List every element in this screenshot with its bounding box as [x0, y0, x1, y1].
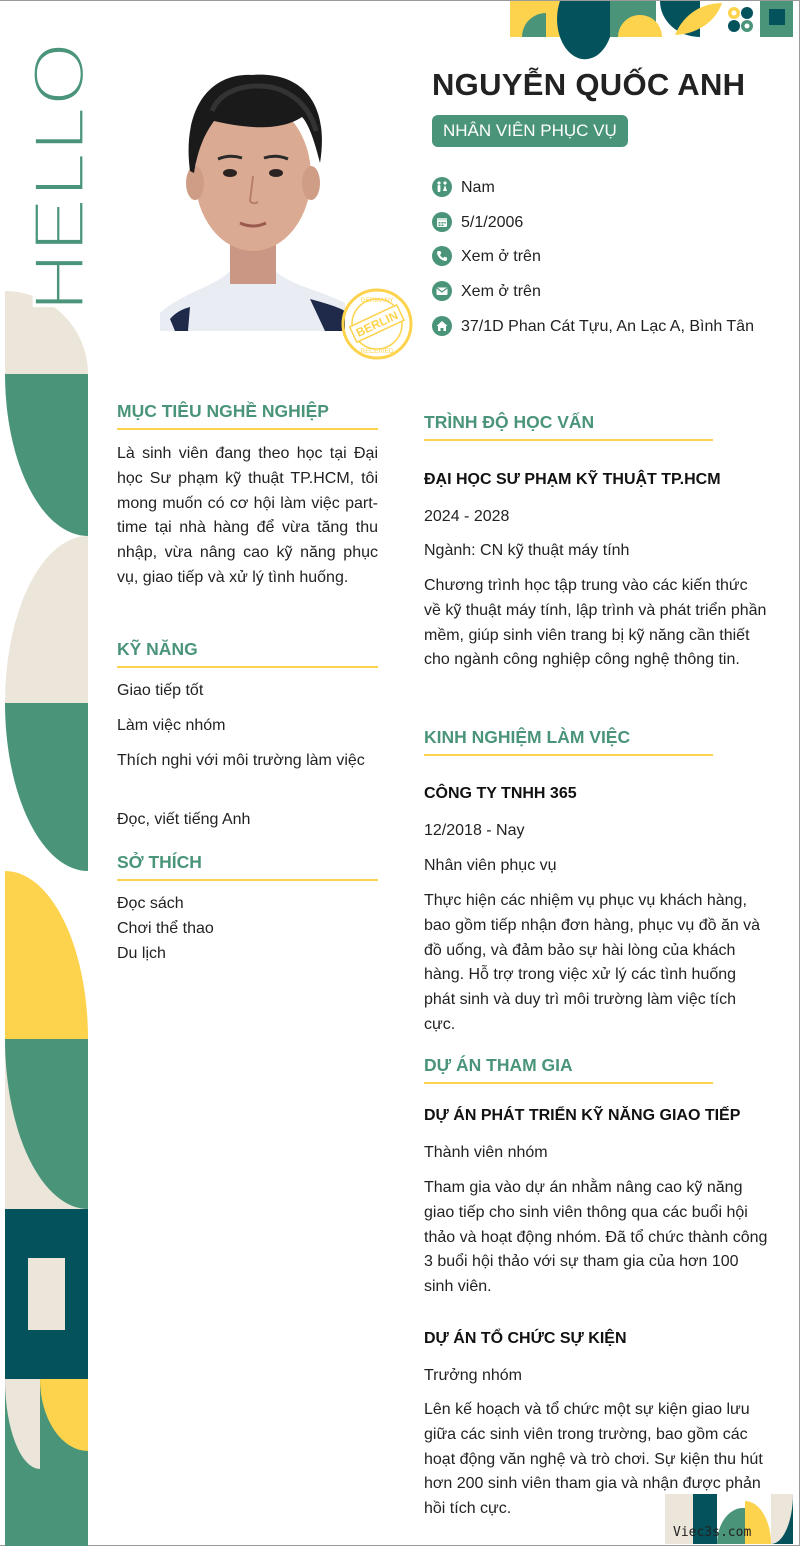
projects-heading: DỰ ÁN THAM GIA	[424, 1055, 713, 1084]
objective-heading: MỤC TIÊU NGHỀ NGHIỆP	[117, 401, 378, 430]
objective-text: Là sinh viên đang theo học tại Đại học Sư phạm kỹ thuật TP.HCM, tôi mong muốn có cơ hội làm việc part-time tại nhà hàng để vừa tăng thu nhập, vừa nâng cao kỹ năng phục vụ, giao tiếp và xử lý tình huống.	[117, 445, 378, 586]
phone-icon	[432, 246, 452, 266]
profile-photo	[160, 51, 345, 331]
project-role: Trưởng nhóm	[424, 1367, 522, 1384]
education-heading: TRÌNH ĐỘ HỌC VẤN	[424, 412, 713, 441]
berlin-stamp	[340, 287, 414, 361]
experience-description: Thực hiện các nhiệm vụ phục vụ khách hàng, bao gồm tiếp nhận đơn hàng, phục vụ đồ ăn và đồ uống, và đảm bảo sự hài lòng của khách hàng. Hỗ trợ trong việc xử lý các tình huống phát sinh và duy trì môi trường làm việc tích cực.	[424, 892, 761, 1033]
phone-value: Xem ở trên	[461, 248, 541, 265]
skills-heading: KỸ NĂNG	[117, 639, 378, 668]
hobby-item: Chơi thể thao	[117, 920, 214, 937]
education-school: ĐẠI HỌC SƯ PHẠM KỸ THUẬT TP.HCM	[424, 471, 721, 488]
calendar-icon	[432, 212, 452, 232]
skill-item: Giao tiếp tốt	[117, 682, 204, 699]
hobby-item: Đọc sách	[117, 895, 184, 912]
watermark: Viec3s.com	[673, 1525, 752, 1540]
svg-text:RECEIVED: RECEIVED	[360, 348, 394, 355]
svg-text:BERLIN: BERLIN	[353, 308, 401, 340]
skill-item: Làm việc nhóm	[117, 717, 226, 734]
project-role: Thành viên nhóm	[424, 1144, 548, 1161]
experience-heading: KINH NGHIỆM LÀM VIỆC	[424, 727, 713, 756]
job-title-badge: NHÂN VIÊN PHỤC VỤ	[432, 115, 628, 147]
hello-text	[8, 37, 100, 322]
address-value: 37/1D Phan Cát Tựu, An Lạc A, Bình Tân	[461, 318, 754, 335]
birthdate-value: 5/1/2006	[461, 214, 524, 231]
candidate-name: NGUYỄN QUỐC ANH	[432, 67, 746, 102]
project-description: Tham gia vào dự án nhằm nâng cao kỹ năng giao tiếp cho sinh viên thông qua các buổi hội thảo và hoạt động nhóm. Đã tổ chức thành công 3 buổi hội thảo với sự tham gia của hơn 100 sinh viên.	[424, 1179, 768, 1296]
skill-item: Thích nghi với môi trường làm việc	[117, 752, 365, 769]
svg-text:HELLO: HELLO	[20, 75, 100, 312]
hobby-item: Du lịch	[117, 945, 166, 962]
experience-period: 12/2018 - Nay	[424, 822, 525, 839]
education-period: 2024 - 2028	[424, 508, 510, 525]
email-icon	[432, 281, 452, 301]
education-description: Chương trình học tập trung vào các kiến thức về kỹ thuật máy tính, lập trình và phát triển phần mềm, giúp sinh viên trang bị kỹ năng cần thiết cho ngành công nghiệp công nghệ thông tin.	[424, 577, 767, 669]
project-description: Lên kế hoạch và tổ chức một sự kiện giao lưu giữa các sinh viên trong trường, bao gồm các hoạt động văn nghệ và trò chơi. Sự kiện thu hút hơn 200 sinh viên tham gia và nhận được phản hồi tích cực.	[424, 1401, 763, 1518]
experience-position: Nhân viên phục vụ	[424, 857, 557, 874]
hobbies-heading: SỞ THÍCH	[117, 852, 378, 881]
home-icon	[432, 316, 452, 336]
svg-text:GERMANY: GERMANY	[360, 297, 394, 304]
email-value: Xem ở trên	[461, 283, 541, 300]
skill-item: Đọc, viết tiếng Anh	[117, 811, 251, 828]
education-major: Ngành: CN kỹ thuật máy tính	[424, 542, 630, 559]
project-title: DỰ ÁN TỔ CHỨC SỰ KIỆN	[424, 1330, 627, 1347]
gender-icon	[432, 177, 452, 197]
project-title: DỰ ÁN PHÁT TRIỂN KỸ NĂNG GIAO TIẾP	[424, 1107, 741, 1124]
experience-company: CÔNG TY TNHH 365	[424, 785, 577, 802]
gender-value: Nam	[461, 179, 495, 196]
